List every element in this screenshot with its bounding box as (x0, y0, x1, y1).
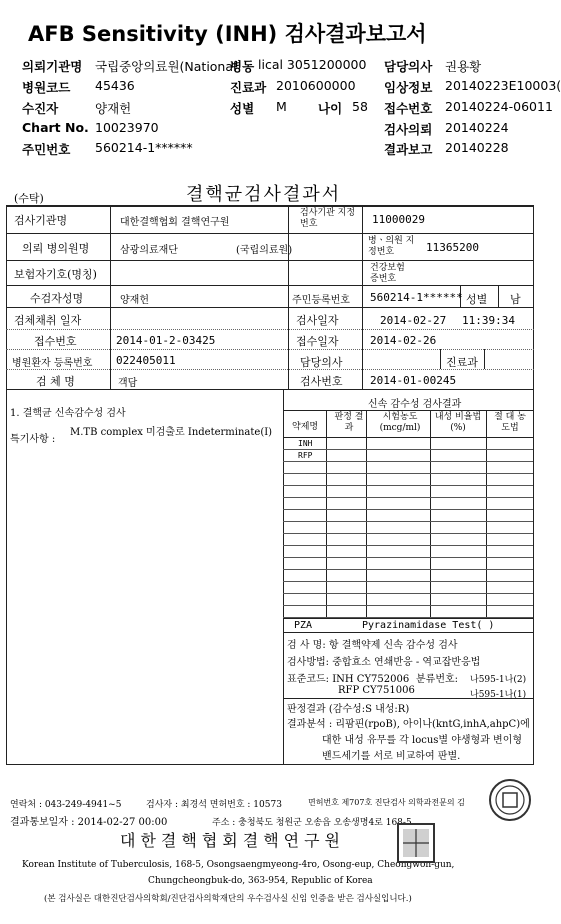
method-judge: 판정결과 (감수성:S 내성:R) (287, 704, 410, 715)
method-analysis: 결과분석 : 리팜핀(rpoB), 아이나(kntG,inhA,ahpC)에 (287, 719, 530, 730)
req-label: 의뢰 병의원명 (22, 242, 90, 255)
table-row-divider (283, 509, 533, 510)
recv-label: 접수번호 (34, 335, 77, 348)
label-patient: 수진자 (22, 101, 59, 116)
label-doctor: 담당의사 (384, 59, 433, 74)
pza-label: PZA (294, 620, 313, 631)
sex-value: 남 (510, 293, 521, 306)
round-seal-stamp (488, 778, 532, 822)
method-method: 검사방법: 중합효소 연쇄반응 - 역교잡반응법 (287, 657, 481, 668)
col-absolute: 절 대 농도법 (494, 412, 526, 433)
pza-value: Pyrazinamidase Test( ) (362, 620, 495, 631)
label-rrn: 주민번호 (22, 142, 71, 157)
footer-address: 주소 : 충청북도 청원군 오송읍 오송생명4로 168-5 (212, 818, 412, 828)
ins-label: 보험자기호(명칭) (14, 268, 97, 281)
test-item: 1. 결핵균 신속감수성 검사 (10, 408, 126, 419)
dept-label: 진료과 (446, 356, 478, 369)
patno-label: 병원환자 등록번호 (12, 358, 93, 369)
footer-notify: 결과통보일자 : 2014-02-27 00:00 (10, 817, 168, 828)
method-code-class-v2: 나595-1나(1) (470, 690, 527, 700)
col-concentration: 시험농도 (mcg/ml) (379, 412, 421, 433)
table-row-divider (283, 533, 533, 534)
table-row-divider (283, 497, 533, 498)
label-receipt-no: 접수번호 (384, 101, 433, 116)
method-analysis3: 밴드세기를 서로 비교하여 판별. (322, 751, 461, 762)
table-row-divider (283, 557, 533, 558)
ins-no-label: 건강보험 증번호 (370, 263, 405, 284)
inst-value: 대한결핵협회 결핵연구원 (120, 217, 230, 228)
value-clinical-info: 20140223E10003( (445, 78, 561, 93)
table-row-divider (283, 485, 533, 486)
table-row-divider (283, 473, 533, 474)
patno-value: 022405011 (116, 354, 176, 367)
report-title: 결핵균검사결과서 (186, 184, 342, 205)
footer-license: 면허번호 제707호 진단검사 의학과전문의 김 (308, 798, 465, 807)
value-age: 58 (352, 99, 368, 114)
method-code-class-v1: 나595-1나(2) (470, 675, 527, 685)
req-code-value: 11365200 (426, 241, 479, 254)
label-sex: 성별 (230, 101, 255, 116)
drug-name: RFP (298, 451, 313, 460)
label-request-date: 검사의뢰 (384, 122, 433, 137)
testno-value: 2014-01-00245 (370, 374, 457, 387)
inst-code-label: 검사기관 지정번호 (300, 208, 356, 229)
inst-code-value: 11000029 (372, 213, 425, 226)
table-row-divider (283, 605, 533, 606)
test-time-value: 11:39:34 (462, 314, 515, 327)
drug-name: INH (298, 439, 313, 448)
footer-contact: 연락처 : 043-249-4941~5 (10, 800, 122, 810)
label-department: 진료과 (230, 80, 267, 95)
value-institution: 국립중앙의료원(National (95, 59, 237, 74)
spec-value: 객담 (118, 378, 138, 389)
col-drug: 약제명 (292, 422, 319, 432)
col-proportion: 내성 비율법(%) (434, 412, 482, 433)
sex-label: 성별 (466, 293, 488, 306)
table-row-divider (283, 461, 533, 462)
method-code-rfp: RFP CY751006 (338, 685, 415, 696)
method-name: 검 사 명: 항 결핵약제 신속 감수성 검사 (287, 640, 458, 651)
result-heading: 신속 감수성 검사결과 (368, 399, 462, 410)
page-title: AFB Sensitivity (INH) 검사결과보고서 (28, 22, 427, 46)
footer-examiner: 검사자 : 최경석 면허번호 : 10573 (146, 800, 282, 810)
inst-label: 검사기관명 (14, 214, 68, 227)
label-clinical-info: 임상정보 (384, 80, 433, 95)
label-institution: 의뢰기관명 (22, 59, 83, 74)
footer-org-en1: Korean Institute of Tuberculosis, 168-5, Osongsaengmyeong-4ro, Osong-eup, Cheongwon-gun, (22, 860, 455, 870)
table-row-divider (283, 593, 533, 594)
table-row-divider (283, 569, 533, 570)
square-seal-stamp (396, 822, 436, 864)
table-row-divider (283, 545, 533, 546)
value-doctor: 권용황 (445, 59, 482, 74)
table-row-divider (283, 521, 533, 522)
table-row-divider (283, 581, 533, 582)
label-ward: 병동 (230, 59, 255, 74)
value-report-date: 20140228 (445, 140, 509, 155)
req-value2: (국립의료원) (236, 245, 293, 256)
label-report-date: 결과보고 (384, 142, 433, 157)
test-date-label: 검사일자 (296, 314, 339, 327)
collect-label: 검체채취 일자 (14, 314, 82, 327)
value-hospital-code: 45436 (95, 78, 135, 93)
report-code: (수탁) (14, 192, 44, 205)
req-value: 삼광의료재단 (120, 245, 178, 256)
table-row-divider (283, 449, 533, 450)
name-value: 양재헌 (120, 295, 149, 306)
doctor-label: 담당의사 (300, 356, 343, 369)
col-result: 판정 결과 (334, 412, 364, 433)
value-patient: 양재헌 (95, 101, 132, 116)
note-value: M.TB complex 미검출로 Indeterminate(I) (70, 427, 273, 438)
label-age: 나이 (318, 101, 343, 116)
spec-label: 검 체 명 (36, 375, 75, 388)
value-rrn: 560214-1****** (95, 140, 193, 155)
footer-org-ko: 대한결핵협회결핵연구원 (120, 831, 346, 850)
footer-org-en2: Chungcheongbuk-do, 363-954, Republic of Korea (148, 876, 373, 886)
method-code: 표준코드: INH CY752006 (287, 674, 410, 685)
note-label: 특기사항 : (10, 434, 56, 445)
rrn-value: 560214-1****** (370, 291, 463, 304)
label-hospital-code: 병원코드 (22, 80, 71, 95)
name-label: 수검자성명 (30, 292, 84, 305)
testno-label: 검사번호 (300, 375, 343, 388)
recv-value: 2014-01-2-03425 (116, 334, 216, 347)
value-department: 2010600000 (276, 78, 356, 93)
method-analysis2: 대한 내성 유무를 각 locus별 야생형과 변이형 (322, 735, 523, 746)
recv-date-value: 2014-02-26 (370, 334, 437, 347)
value-ward: lical 3051200000 (258, 57, 367, 72)
value-sex: M (276, 99, 287, 114)
label-chart-no: Chart No. (22, 120, 89, 135)
value-receipt-no: 20140224-06011 (445, 99, 553, 114)
rrn-label: 주민등록번호 (292, 295, 350, 306)
value-chart-no: 10023970 (95, 120, 159, 135)
req-code-label: 병ㆍ의원 지정번호 (368, 236, 415, 257)
method-code-class: 분류번호: (416, 674, 459, 685)
value-request-date: 20140224 (445, 120, 509, 135)
footer-disclaimer: (본 검사실은 대한진단검사의학회/진단검사의학재단의 우수검사실 신임 인증을 받은 검사실입니다.) (44, 894, 412, 904)
recv-date-label: 접수일자 (296, 335, 339, 348)
test-date-value: 2014-02-27 (380, 314, 447, 327)
